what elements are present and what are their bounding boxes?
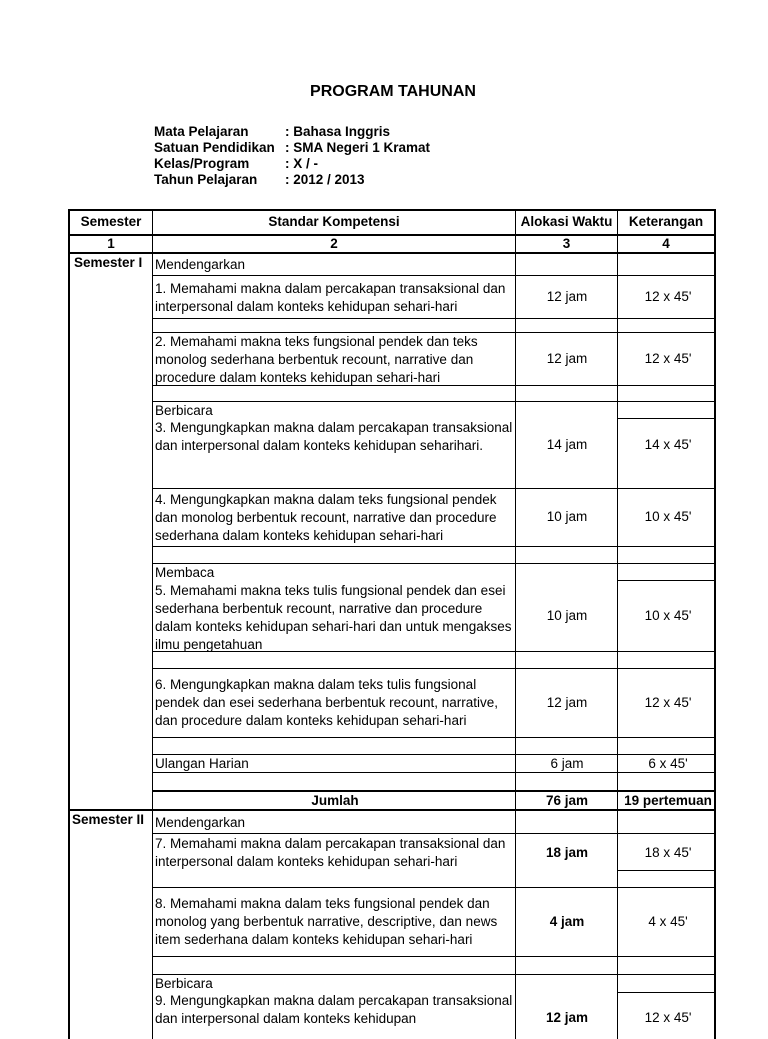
page-title: PROGRAM TAHUNAN [310, 83, 476, 100]
row-divider [617, 418, 716, 419]
header-standar-kompetensi: Standar Kompetensi [268, 214, 400, 229]
section-membaca: Membaca [155, 565, 215, 580]
row-divider [152, 275, 716, 276]
row-divider [152, 887, 716, 888]
remarks: 10 x 45' [644, 509, 692, 524]
header-alokasi-waktu: Alokasi Waktu [520, 214, 613, 229]
meta-row-school [154, 140, 430, 156]
meta-value: : Bahasa Inggris [285, 124, 391, 139]
meta-value: : X / - [285, 156, 318, 171]
remarks: 12 x 45' [644, 351, 692, 366]
row-divider [152, 318, 716, 319]
column-divider [617, 209, 618, 1039]
competency-text: 6. Mengungkapkan makna dalam teks tulis fungsional pendek dan esei sederhana berbentuk recount, narrative, dan procedure dalam konteks kehidupan sehari-hari [155, 677, 498, 728]
time-allocation: 12 jam [546, 695, 588, 710]
row-divider [152, 956, 716, 957]
header-semester: Semester [80, 214, 142, 229]
remarks: 4 x 45' [648, 914, 688, 929]
meta-row-class [154, 156, 430, 172]
competency-text: 2. Memahami makna teks fungsional pendek dan teks monolog sederhana berbentuk recount, narrative dan procedure dalam konteks kehidupan sehari-hari [155, 334, 478, 385]
row-divider [617, 992, 716, 993]
remarks: 12 x 45' [644, 1010, 692, 1025]
competency-text: 5. Memahami makna teks tulis fungsional pendek dan esei sederhana berbentuk recount, narrative dan procedure dalam konteks kehidupan sehari-hari dan untuk mengakses ilmu pengetahuan [155, 583, 512, 652]
document-meta [154, 124, 430, 188]
column-divider [515, 209, 516, 1039]
column-number: 4 [662, 236, 670, 251]
meta-value: : SMA Negeri 1 Kramat [285, 140, 431, 155]
row-divider [152, 488, 716, 489]
meta-label: Kelas/Program [154, 156, 250, 171]
row-divider [152, 668, 716, 669]
meta-row-subject [154, 124, 430, 140]
meta-label: Tahun Pelajaran [154, 172, 258, 187]
semester-label: Semester I [74, 255, 143, 270]
semester-label: Semester II [72, 812, 145, 827]
ulangan-harian: Ulangan Harian [155, 756, 249, 771]
competency-text: 9. Mengungkapkan makna dalam percakapan transaksional dan interpersonal dalam konteks kehidupan [155, 993, 513, 1026]
remarks: 10 x 45' [644, 608, 692, 623]
column-number: 1 [107, 236, 115, 251]
total-time: 76 jam [545, 793, 589, 808]
column-number: 3 [562, 236, 571, 251]
section-mendengarkan: Mendengarkan [155, 815, 246, 830]
time-allocation: 18 jam [545, 845, 589, 860]
time-allocation: 14 jam [546, 437, 588, 452]
meta-value: : 2012 / 2013 [285, 172, 365, 187]
time-allocation: 6 jam [550, 756, 584, 771]
meta-row-year [154, 172, 430, 188]
section-berbicara: Berbicara [155, 403, 213, 418]
competency-text: 3. Mengungkapkan makna dalam percakapan transaksional dan interpersonal dalam konteks kehidupan seharihari. [155, 420, 513, 453]
competency-text: 4. Mengungkapkan makna dalam teks fungsional pendek dan monolog berbentuk recount, narrative dan procedure sederhana dalam konteks kehidupan sehari-hari [155, 492, 497, 543]
time-allocation: 4 jam [549, 914, 585, 929]
remarks: 12 x 45' [644, 695, 692, 710]
competency-text: 7. Memahami makna dalam percakapan transaksional dan interpersonal dalam konteks kehidupan sehari-hari [155, 836, 506, 869]
header-keterangan: Keterangan [628, 214, 704, 229]
section-berbicara: Berbicara [155, 976, 213, 991]
remarks: 12 x 45' [644, 289, 692, 304]
meta-label: Mata Pelajaran [154, 124, 249, 139]
row-divider [152, 546, 716, 547]
time-allocation: 12 jam [545, 1010, 589, 1025]
row-divider [617, 870, 716, 871]
time-allocation: 10 jam [546, 509, 588, 524]
remarks: 18 x 45' [644, 845, 692, 860]
competency-text: 1. Memahami makna dalam percakapan transaksional dan interpersonal dalam konteks kehidupan sehari-hari [155, 281, 506, 314]
total-meetings: 19 pertemuan [624, 793, 712, 808]
total-label: Jumlah [311, 793, 359, 808]
time-allocation: 10 jam [546, 608, 588, 623]
row-divider [152, 737, 716, 738]
column-number: 2 [330, 236, 338, 251]
competency-text: 8. Memahami makna dalam teks fungsional pendek dan monolog yang berbentuk narrative, descriptive, dan news item sederhana dalam konteks kehidupan sehari-hari [155, 896, 498, 947]
time-allocation: 12 jam [546, 351, 588, 366]
time-allocation: 12 jam [546, 289, 588, 304]
column-divider [152, 209, 153, 1039]
section-mendengarkan: Mendengarkan [155, 257, 246, 272]
row-divider [617, 580, 716, 581]
row-divider [152, 833, 716, 834]
remarks: 14 x 45' [644, 437, 692, 452]
remarks: 6 x 45' [648, 756, 688, 771]
meta-label: Satuan Pendidikan [154, 140, 275, 155]
